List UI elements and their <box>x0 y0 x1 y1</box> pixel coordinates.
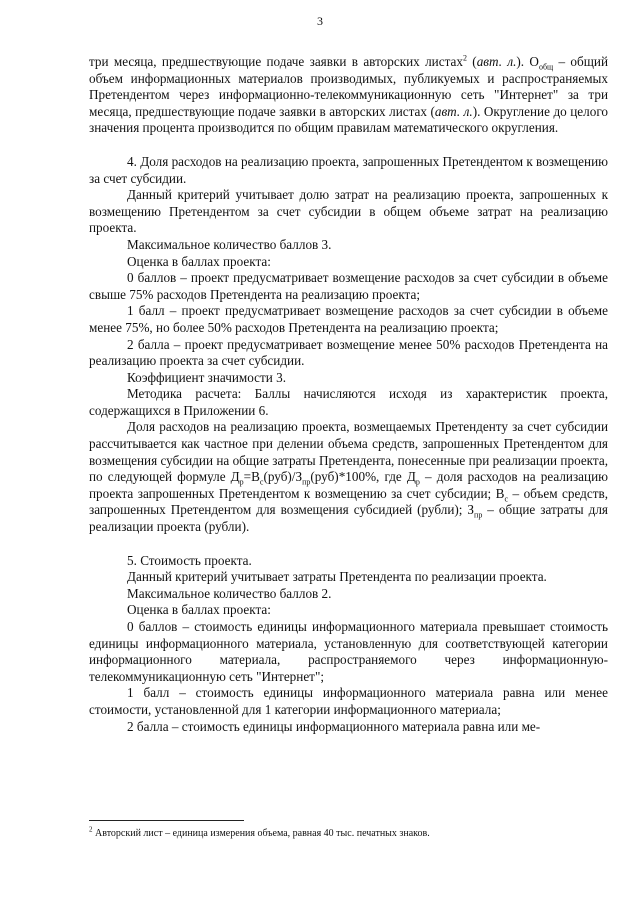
subscript: общ <box>538 62 554 72</box>
section-4-heading: 4. Доля расходов на реализацию проекта, запрошенных Претендентом к возмещению за счет субсидии. <box>89 153 608 186</box>
footnote-text: Авторский лист – единица измерения объема, равная 40 тыс. печатных знаков. <box>92 828 430 839</box>
text-run: Доля расходов на реализацию проекта, возмещаемых Претенденту за счет субсидии рассчитывается как частное при делении объема средств, запрошенных Претендентом для возмещения субсидии на общие затраты Претендента, понесенные при реализации проекта, по следующей формуле Д <box>89 419 608 485</box>
section-5-score-0: 0 баллов – стоимость единицы информационного материала превышает стоимость единицы информационного материала, установленную для соответствующей категории информационного материала, распространяемого через информационную-телекоммуникационную сеть "Интернет"; <box>89 619 608 684</box>
section-4-evaluation-label: Оценка в баллах проекта: <box>127 253 271 269</box>
paragraph-continuation <box>89 54 608 137</box>
subscript: пр <box>302 477 311 487</box>
section-4-coefficient: Коэффициент значимости 3. <box>127 369 287 385</box>
text-run: (руб)*100%, где Д <box>310 469 416 485</box>
document-body <box>89 54 608 735</box>
section-4-formula <box>89 419 608 535</box>
subscript: р <box>239 477 244 487</box>
text-run: ( <box>466 54 477 69</box>
subscript: с <box>504 494 509 504</box>
text-run: – общий объем информационных материалов производимых, публикуемых и распространяемых Претендентом через информационно-телекоммуникационную сеть "Интернет" за три месяца, предшествующие подаче заявки в авторских листах ( <box>89 54 608 119</box>
section-5-description: Данный критерий учитывает затраты Претендента по реализации проекта. <box>127 569 547 585</box>
abbreviation: авт. л. <box>434 103 473 119</box>
abbreviation: авт. л. <box>476 54 517 69</box>
text-run: три месяца, предшествующие подаче заявки в авторских листах <box>89 54 463 69</box>
section-4-max-score: Максимальное количество баллов 3. <box>127 236 332 252</box>
text-run: – объем средств, запрошенных Претендентом для возмещения субсидией (рубли); З <box>89 485 609 518</box>
text-run: ). Округление до целого значения процента производится по общим правилам математического округления. <box>89 103 608 136</box>
section-5-score-2: 2 балла – стоимость единицы информационного материала равна или ме- <box>127 718 541 734</box>
section-4-method: Методика расчета: Баллы начисляются исходя из характеристик проекта, содержащихся в Приложении 6. <box>89 386 608 418</box>
footnote-separator <box>89 820 244 821</box>
subscript: р <box>415 477 420 487</box>
text-run: – общие затраты для реализации проекта (рубли). <box>89 502 608 535</box>
footnote <box>89 825 608 840</box>
section-5-score-1: 1 балл – стоимость единицы информационного материала равна или менее стоимости, установленной для 1 категории информационного материала; <box>89 685 608 717</box>
section-5-heading: 5. Стоимость проекта. <box>127 552 252 568</box>
text-run: (руб)/З <box>263 469 303 485</box>
subscript: с <box>259 477 264 487</box>
section-4-score-2: 2 балла – проект предусматривает возмещение менее 50% расходов Претендента на реализацию проекта за счет субсидии. <box>89 336 608 369</box>
page-number: 3 <box>317 14 323 28</box>
footnote-reference: 2 <box>462 53 467 63</box>
text-run: =В <box>243 469 260 485</box>
text-run: ). О <box>516 54 539 69</box>
subscript: пр <box>474 511 483 521</box>
section-4-description: Данный критерий учитывает долю затрат на реализацию проекта, запрошенных к возмещению Претендентом за счет субсидии в общем объеме затрат на реализацию проекта. <box>89 187 608 236</box>
footnote-mark: 2 <box>89 825 93 834</box>
section-5-evaluation-label: Оценка в баллах проекта: <box>127 602 271 618</box>
section-4-score-0: 0 баллов – проект предусматривает возмещение расходов за счет субсидии в объеме свыше 75% расходов Претендента на реализацию проекта; <box>89 270 608 302</box>
section-4-score-1: 1 балл – проект предусматривает возмещение расходов за счет субсидии в объеме менее 75%, но более 50% расходов Претендента на реализацию проекта; <box>89 303 608 335</box>
section-5-max-score: Максимальное количество баллов 2. <box>127 585 332 601</box>
text-run: – доля расходов на реализацию проекта запрошенных Претендентом к возмещению за счет субсидии; В <box>89 469 608 501</box>
